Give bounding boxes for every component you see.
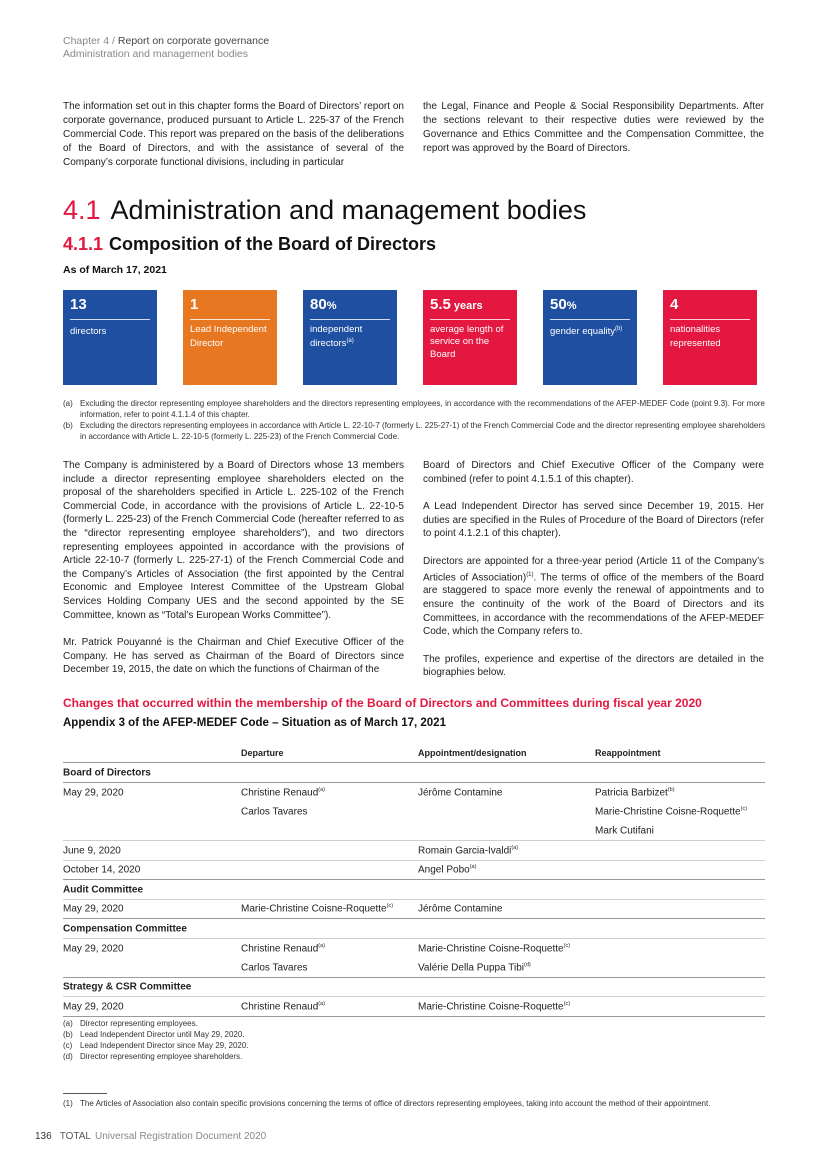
note-text: Excluding the director representing employee shareholders and the directors representing employees, in accordance with the recommendations of the AFEP-MEDEF Code (point 9.3). For more information, refer to point 4.1.1.4 of this chapter. [80,399,765,419]
key-figure-label [70,324,150,338]
table-cell [595,806,765,817]
table-cell [418,864,595,875]
figure-value: 5.5 [430,296,451,313]
table-header [63,744,765,763]
table-row [63,900,765,920]
table-row [63,997,765,1017]
table-cell [63,884,241,895]
table-row [63,919,765,939]
figure-unit: % [326,300,337,312]
table-note [63,1051,249,1062]
table-row [63,763,765,783]
cell-note-ref: (c) [386,903,394,910]
note-text: Lead Independent Director until May 29, 2020. [80,1030,245,1039]
cell-text: Angel Pobo [418,864,470,876]
figure-label: independent directors [310,324,363,349]
figure-label: average length of service on the Board [430,324,504,361]
key-figure-tile [303,290,397,385]
table-row [63,861,765,881]
paragraph-part: Directors are appointed for a three-year period (Article 11 of the Company’s Articles of Association) [423,555,764,583]
table-cell [241,903,418,914]
figure-value: 80 [310,296,327,313]
key-figure-value [550,295,630,320]
cell-text: May 29, 2020 [63,1000,124,1012]
paragraph: The Company is administered by a Board of Directors whose 13 members include a director representing employee shareholders elected on the proposal of the shareholders specified in Article L. 225-102 of the French Commercial Code, in accordance with the provisions of Article L. 22-10-5 (formerly L. 225-23) of the French Commercial Code (hereafter referred to as the “director representing employee shareholders”), and two directors representing employees appointed in accordance with the provisions of Article 22-10-7 (formerly L. 225-27-1) of the French Commercial Code and the Company’s Articles of Association (the first appointed by the Central Economic and Employee Interest Committee of the Upstream Global Services Holding Company UES and the second appointed by the SE Committee, known as “Total’s European Works Committee”). [63,460,404,621]
section-heading [63,193,586,227]
figure-unit: % [566,300,577,312]
paragraph: A Lead Independent Director has served since December 19, 2015. Her duties are specified in the Rules of Procedure of the Board of Directors (refer to point 4.1.2.1 of this chapter). [423,501,764,540]
footnote-key: (1) [63,1099,73,1108]
table-cell [241,787,418,798]
board-description [63,459,765,694]
footnote [63,1099,710,1108]
header-cell: Reappointment [595,748,661,758]
cell-note-ref: (a) [318,942,325,949]
changes-subtitle: Appendix 3 of the AFEP-MEDEF Code – Situation as of March 17, 2021 [63,717,446,729]
table-cell [595,825,765,836]
key-figure-tile [423,290,517,385]
table-cell [63,903,241,914]
subsection-number: 4.1.1 [63,234,104,254]
chapter-label: Chapter 4 [63,35,110,47]
cell-note-ref: (d) [524,961,531,968]
cell-note-ref: (c) [563,1000,571,1007]
cell-text: May 29, 2020 [63,942,124,954]
subsection-heading [63,233,436,255]
note-key: (c) [63,1041,73,1050]
note-key: (a) [63,1019,73,1028]
note-text: Excluding the directors representing employees in accordance with Article L. 22-10-7 (formerly L. 225-27-1) of the French Commercial Code and the director representing employee shareholders in accordance with Article L. 22-10-5 (formerly L. 225-23) of the French Commercial Code. [80,421,765,441]
key-figure-tile [183,290,277,385]
section-label: Administration and management bodies [63,48,249,60]
table-cell [63,845,241,856]
brand-name: TOTAL [59,1131,91,1142]
table-cell [418,943,595,954]
cell-note-ref: (c) [563,942,571,949]
cell-text: Carlos Tavares [241,806,308,818]
table-cell [418,787,595,798]
changes-title: Changes that occurred within the membership of the Board of Directors and Committees during fiscal year 2020 [63,696,702,710]
table-notes [63,1018,249,1062]
key-figure-label [190,324,270,349]
note-key: (b) [63,1030,73,1039]
note-key: (d) [63,1052,73,1061]
cell-text: Marie-Christine Coisne-Roquette [418,942,564,954]
table-row [63,783,765,803]
key-figure-value [70,295,150,320]
paragraph-part: . The terms of office of the members of the Board are staggered to space more evenly the renewal of appointments and to ensure the continuity of the work of the Board of Directors and its Committees, in accordance with the recommendations of the AFEP-MEDEF Code, which the Company refers to. [423,571,764,638]
figure-label: directors [70,326,107,338]
figure-value: 13 [70,296,87,313]
cell-text: Marie-Christine Coisne-Roquette [241,903,387,915]
body-left-column [63,459,404,694]
page-number: 136 [35,1131,52,1142]
cell-note-ref: (a) [469,864,477,871]
note-key: (b) [63,421,73,430]
table-cell [63,981,241,992]
table-cell [63,787,241,798]
cell-text: October 14, 2020 [63,864,141,876]
cell-text: Romain Garcia-Ivaldi [418,844,512,856]
chapter-separator: / [109,35,118,47]
cell-text: Compensation Committee [63,922,187,934]
cell-text: Patricia Barbizet [595,786,668,798]
cell-text: Christine Renaud [241,786,319,798]
cell-text: Board of Directors [63,766,151,778]
intro-left: The information set out in this chapter forms the Board of Directors’ report on corporate governance, produced pursuant to Article L. 225-37 of the French Commercial Code. This report was prepared on the basis of the deliberations of the Board of Directors, and with the assistance of several of the Company’s corporate functional divisions, including in particular [63,101,404,168]
chapter-title: Report on corporate governance [117,35,270,47]
cell-note-ref: (c) [740,806,748,813]
page-header [63,35,269,61]
figure-value: 1 [190,296,199,313]
cell-text: June 9, 2020 [63,844,121,856]
cell-text: Audit Committee [63,883,143,895]
table-cell [241,1001,418,1012]
changes-table [63,744,765,1017]
cell-note-ref: (b) [667,786,675,793]
table-cell [63,943,241,954]
figure-value: 4 [670,296,679,313]
cell-text: Valérie Della Puppa Tibi [418,961,524,973]
key-figure-value [670,295,750,320]
cell-text: Christine Renaud [241,942,319,954]
subsection-title: Composition of the Board of Directors [109,234,437,254]
footnote-ref: (1) [526,571,534,578]
as-of-date: As of March 17, 2021 [63,264,167,276]
cell-text: Carlos Tavares [241,961,308,973]
cell-note-ref: (a) [511,844,519,851]
header-cell: Appointment/designation [418,748,527,758]
cell-text: May 29, 2020 [63,903,124,915]
paragraph [423,555,764,639]
figure-value: 50 [550,296,567,313]
footnote-rule [63,1093,107,1094]
cell-text: Strategy & CSR Committee [63,981,192,993]
table-row [63,841,765,861]
table-row [63,822,765,842]
key-figure-label [670,324,750,349]
paragraph: Mr. Patrick Pouyanné is the Chairman and Chief Executive Officer of the Company. He has served as Chairman of the Board of Directors since December 19, 2015, the date on which the functions of Chairman of the [63,637,404,676]
table-note [63,1040,249,1051]
body-right-column [423,459,764,694]
table-cell [418,1001,595,1012]
key-figure-label [550,324,630,338]
figure-note-ref: (a) [346,337,354,344]
figure-label: Lead Independent Director [190,324,267,349]
table-row [63,880,765,900]
header-cell: Departure [241,748,284,758]
note-key: (a) [63,399,73,408]
table-cell [241,962,418,973]
cell-note-ref: (a) [318,1000,325,1007]
table-row [63,939,765,959]
note-text: Director representing employees. [80,1019,198,1028]
key-figure-value [310,295,390,320]
intro-text [63,100,765,170]
document-title: Universal Registration Document 2020 [95,1131,267,1142]
key-figure-tile [543,290,637,385]
cell-text: Mark Cutifani [595,825,654,837]
table-cell [418,845,595,856]
figure-label: gender equality [550,326,615,338]
table-cell [418,962,595,973]
table-cell [418,903,595,914]
cell-text: Christine Renaud [241,1000,319,1012]
table-cell [241,806,418,817]
table-note [63,1029,249,1040]
footnote-text: The Articles of Association also contain specific provisions concerning the terms of office of directors representing employees, taking into account the method of their appointment. [80,1099,711,1108]
key-figure-value [190,295,270,320]
page-footer [35,1131,266,1142]
table-note [63,1018,249,1029]
key-figure-label [430,324,510,361]
cell-note-ref: (a) [318,786,325,793]
cell-text: Marie-Christine Coisne-Roquette [418,1000,564,1012]
note-a [63,398,765,420]
key-figure-value [430,295,510,320]
key-figures-notes [63,398,765,442]
table-cell [595,787,765,798]
section-number: 4.1 [63,195,101,225]
paragraph: Board of Directors and Chief Executive Officer of the Company were combined (refer to point 4.1.5.1 of this chapter). [423,460,764,485]
key-figures [63,290,757,385]
cell-text: Jérôme Contamine [418,903,503,915]
cell-text: May 29, 2020 [63,786,124,798]
note-text: Director representing employee shareholders. [80,1052,243,1061]
table-row [63,802,765,822]
table-cell [63,864,241,875]
table-cell [63,767,241,778]
cell-text: Marie-Christine Coisne-Roquette [595,806,741,818]
intro-right: the Legal, Finance and People & Social Responsibility Departments. After the sections relevant to their respective duties were reviewed by the Governance and Ethics Committee and the Compensation Committee, the report was approved by the Board of Directors. [423,101,764,154]
cell-text: Jérôme Contamine [418,786,503,798]
key-figure-label [310,324,390,349]
figure-note-ref: (b) [614,326,623,332]
note-b [63,420,765,442]
table-cell [63,1001,241,1012]
note-text: Lead Independent Director since May 29, 2020. [80,1041,249,1050]
table-row [63,978,765,998]
figure-unit: years [450,300,483,312]
paragraph: The profiles, experience and expertise of the directors are detailed in the biographies below. [423,653,764,679]
table-cell [63,923,241,934]
key-figure-tile [63,290,157,385]
figure-label: nationalities represented [670,324,721,349]
section-title: Administration and management bodies [110,195,587,225]
table-row [63,958,765,978]
key-figure-tile [663,290,757,385]
table-cell [241,943,418,954]
